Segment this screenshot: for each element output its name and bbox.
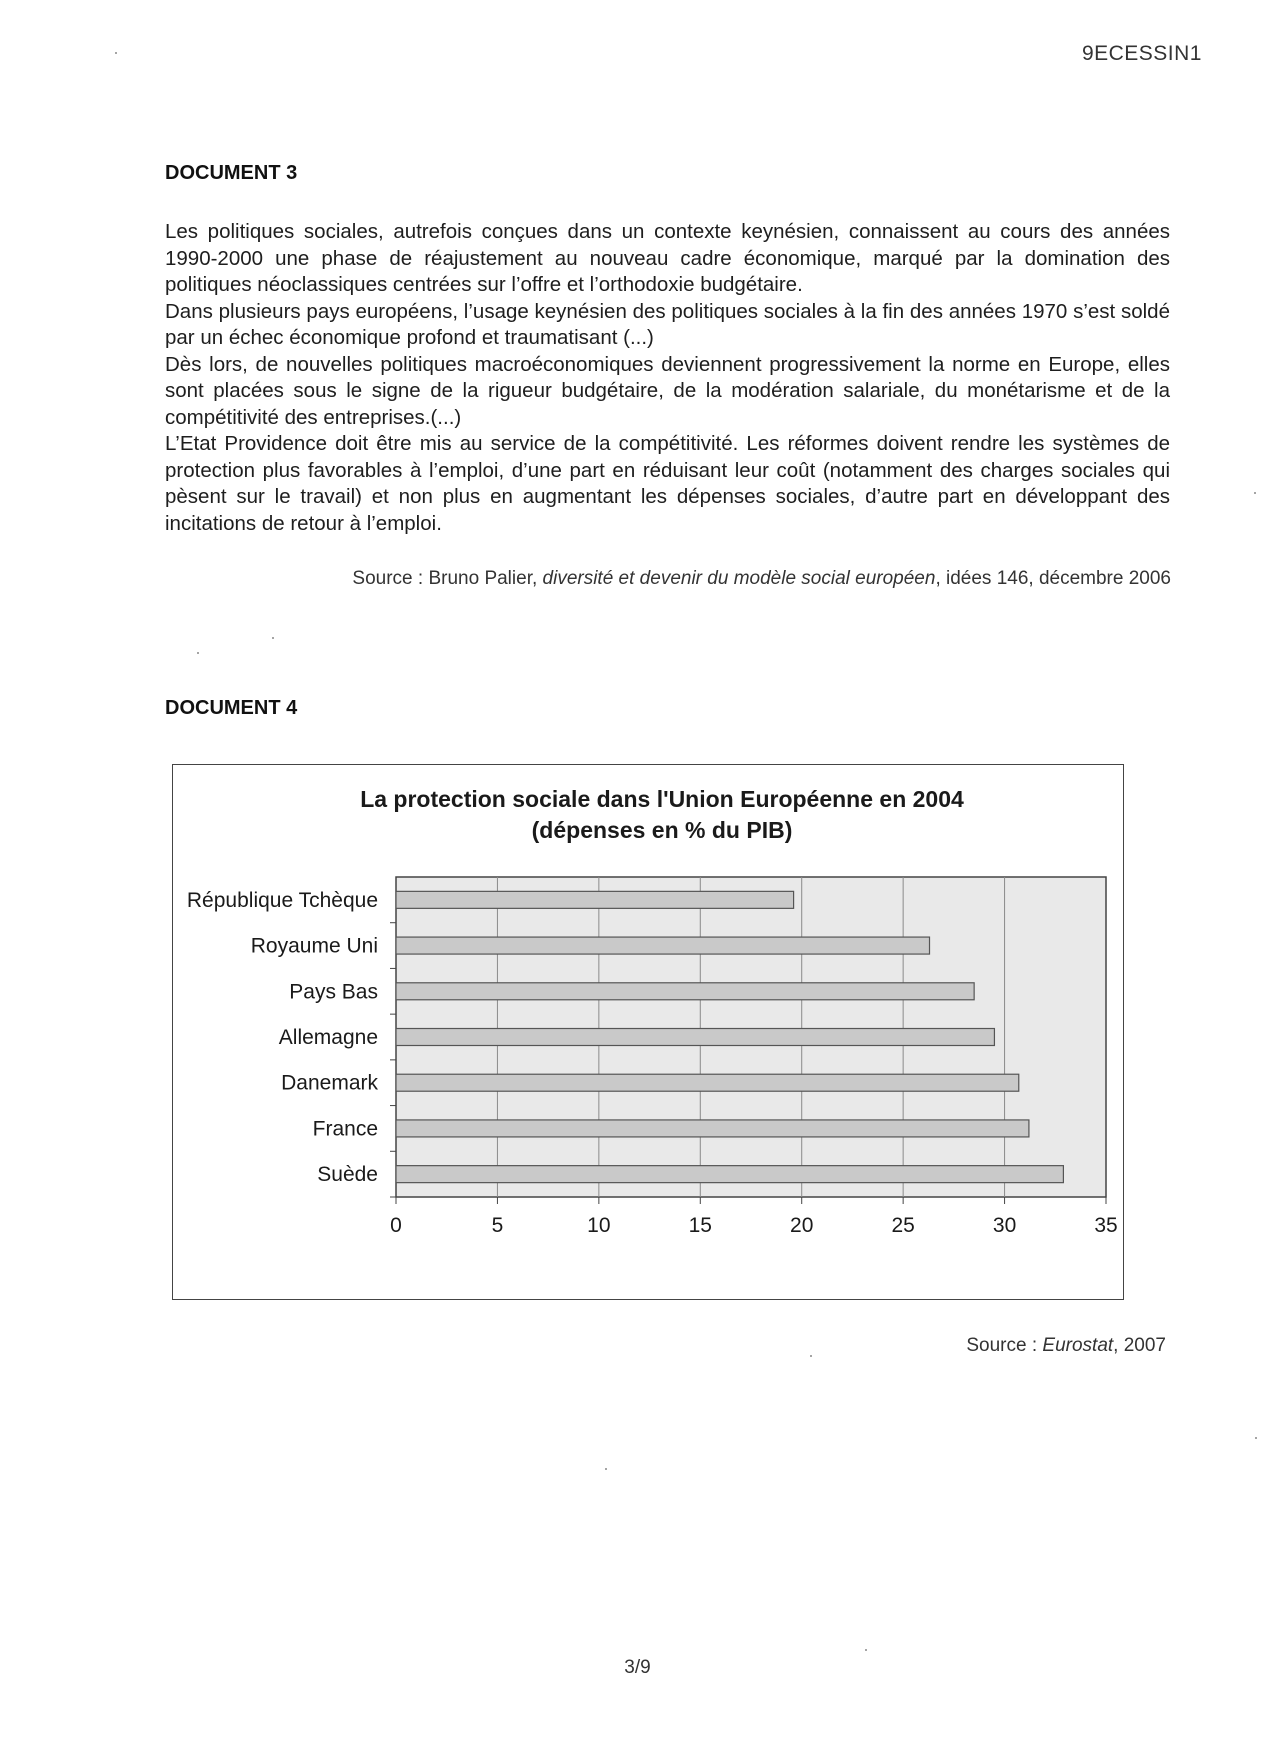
chart-title: La protection sociale dans l'Union Européenne en 2004: [360, 786, 964, 812]
source-name: Eurostat: [1042, 1335, 1114, 1356]
source-title: diversité et devenir du modèle social européen: [542, 568, 936, 589]
x-tick-label: 20: [790, 1214, 814, 1237]
bar: [396, 1074, 1019, 1091]
y-category-label: Pays Bas: [289, 980, 378, 1004]
x-tick-label: 0: [390, 1214, 402, 1237]
x-tick-label: 15: [688, 1214, 712, 1237]
source-suffix: , 2007: [1113, 1335, 1166, 1356]
document3-paragraph: L’Etat Providence doit être mis au service de la compétitivité. Les réformes doivent rendre les systèmes de protection plus favorables à l’emploi, d’une part en réduisant leur coût (notamment des charges sociales qui pèsent sur le travail) et non plus en augmentant les dépenses sociales, d’autre part en développant des incitations de retour à l’emploi.: [165, 432, 1170, 535]
scan-speck: [1254, 492, 1256, 494]
document3-paragraph: Les politiques sociales, autrefois conçues dans un contexte keynésien, connaissent au cours des années 1990-2000 une phase de réajustement au nouveau cadre économique, marqué par la domination des politiques néoclassiques centrées sur l’offre et l’orthodoxie budgétaire.: [165, 220, 1170, 296]
document3-heading: DOCUMENT 3: [165, 162, 298, 184]
bar: [396, 1120, 1029, 1137]
y-category-label: Allemagne: [278, 1026, 378, 1049]
page-number: 3/9: [624, 1657, 651, 1678]
source-prefix: Source : Bruno Palier,: [352, 568, 543, 589]
scan-speck: [272, 637, 274, 639]
scan-speck: [197, 652, 199, 654]
scan-speck: [605, 1468, 607, 1470]
y-category-label: Royaume Uni: [250, 934, 378, 958]
document4-heading: DOCUMENT 4: [165, 697, 298, 719]
x-tick-label: 35: [1094, 1214, 1118, 1237]
x-tick-label: 10: [587, 1214, 611, 1237]
bar: [396, 937, 930, 954]
document3-paragraph: Dans plusieurs pays européens, l’usage keynésien des politiques sociales à la fin des années 1970 s’est soldé par un échec économique profond et traumatisant (...): [165, 299, 1170, 349]
y-category-label: Danemark: [281, 1071, 378, 1095]
bar-chart: [172, 860, 1132, 1260]
y-category-label: Suède: [317, 1163, 378, 1187]
chart-title-block: [172, 784, 1152, 846]
scan-speck: [865, 1649, 867, 1651]
scan-speck: [1255, 1437, 1257, 1439]
document3-source: [352, 568, 1171, 590]
document3-text: [165, 219, 1170, 537]
x-tick-label: 25: [891, 1214, 915, 1237]
source-suffix: , idées 146, décembre 2006: [935, 568, 1171, 589]
bar: [396, 1166, 1063, 1183]
x-tick-label: 30: [992, 1214, 1017, 1237]
bar: [396, 983, 974, 1000]
chart-subtitle: (dépenses en % du PIB): [531, 817, 793, 843]
y-category-label: France: [312, 1117, 378, 1141]
bar: [396, 891, 794, 908]
scan-speck: [115, 52, 117, 54]
source-prefix: Source :: [966, 1335, 1043, 1356]
x-tick-label: 5: [491, 1214, 504, 1237]
document4-source: [966, 1335, 1166, 1357]
document-code: 9ECESSIN1: [1081, 42, 1202, 65]
document3-paragraph: Dès lors, de nouvelles politiques macroéconomiques deviennent progressivement la norme en Europe, elles sont placées sous le signe de la rigueur budgétaire, de la modération salariale, du monétarisme et de la compétitivité des entreprises.(...): [165, 352, 1170, 429]
scan-speck: [810, 1355, 812, 1357]
y-category-label: République Tchèque: [186, 888, 378, 912]
bar: [396, 1029, 994, 1046]
